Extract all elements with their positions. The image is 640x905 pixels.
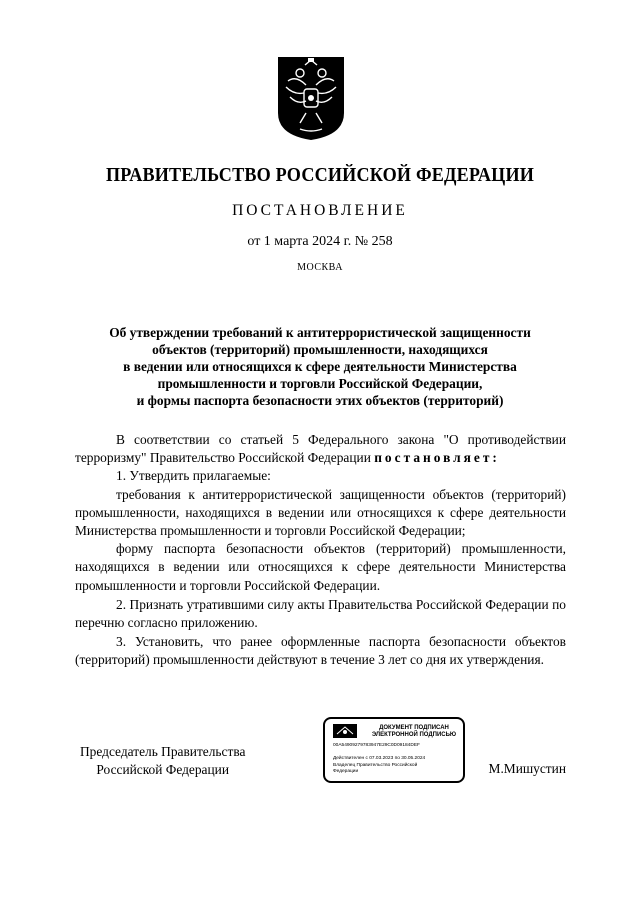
stamp-title-line: ДОКУМЕНТ ПОДПИСАН bbox=[379, 725, 449, 731]
document-type: ПОСТАНОВЛЕНИЕ bbox=[232, 202, 408, 219]
stamp-title bbox=[365, 725, 463, 739]
document-subject bbox=[70, 324, 570, 409]
decree-colon: : bbox=[492, 450, 500, 466]
document-date-number: от 1 марта 2024 г. № 258 bbox=[247, 234, 393, 249]
item-3: 3. Установить, что ранее оформленные паспорта безопасности объектов (территорий) промышленности действуют в течение 3 лет со дня их утверждения. bbox=[75, 634, 566, 668]
stamp-validity: Действителен с 07.03.2023 по 30.05.2024 bbox=[333, 756, 426, 761]
document-body bbox=[75, 431, 566, 670]
item-1-passport-form: форму паспорта безопасности объектов (территорий) промышленности, находящихся в ведении или относящихся к сфере деятельности Министерства промышленности и торговли Российской Федерации. bbox=[75, 541, 566, 593]
item-2: 2. Признать утратившими силу акты Правительства Российской Федерации по перечню согласно приложению. bbox=[75, 596, 566, 631]
stamp-owner: Федерации bbox=[333, 769, 359, 774]
position-line: Председатель Правительства bbox=[80, 744, 246, 759]
government-title: ПРАВИТЕЛЬСТВО РОССИЙСКОЙ ФЕДЕРАЦИИ bbox=[105, 165, 535, 186]
preamble-text: В соответствии со статьей 5 Федерального закона "О противодействии терроризму" Правительство Российской Федерации bbox=[75, 432, 566, 466]
item-1-requirements: требования к антитеррористической защищенности объектов (территорий) промышленности, находящихся в ведении или относящихся к сфере деятельности Министерства промышленности и торговли Российской Федерации; bbox=[75, 486, 566, 539]
signatory-name: М.Мишустин bbox=[488, 761, 566, 776]
coat-of-arms-icon bbox=[333, 724, 357, 738]
subject-line: промышленности и торговли Российской Федерации, bbox=[157, 376, 483, 391]
subject-line: и формы паспорта безопасности этих объектов (территорий) bbox=[136, 393, 504, 408]
subject-line: в ведении или относящихся к сфере деятельности Министерства bbox=[123, 359, 517, 374]
subject-line: Об утверждении требований к антитеррористической защищенности bbox=[109, 325, 531, 340]
stamp-serial: 00A54909279783947E29C0D09184DEF bbox=[333, 743, 420, 748]
coat-of-arms-icon bbox=[276, 55, 346, 141]
decree-word: постановляет bbox=[374, 450, 493, 466]
subject-line: объектов (территорий) промышленности, находящихся bbox=[152, 342, 488, 357]
document-city: МОСКВА bbox=[297, 262, 343, 273]
stamp-owner: Владелец Правительство Российской bbox=[333, 763, 418, 768]
position-line: Российской Федерации bbox=[96, 762, 230, 777]
electronic-signature-stamp bbox=[323, 717, 465, 783]
signatory-position bbox=[80, 743, 245, 779]
item-1: 1. Утвердить прилагаемые: bbox=[116, 468, 271, 484]
stamp-title-line: ЭЛЕКТРОННОЙ ПОДПИСЬЮ bbox=[371, 732, 457, 738]
preamble-paragraph bbox=[75, 431, 566, 467]
